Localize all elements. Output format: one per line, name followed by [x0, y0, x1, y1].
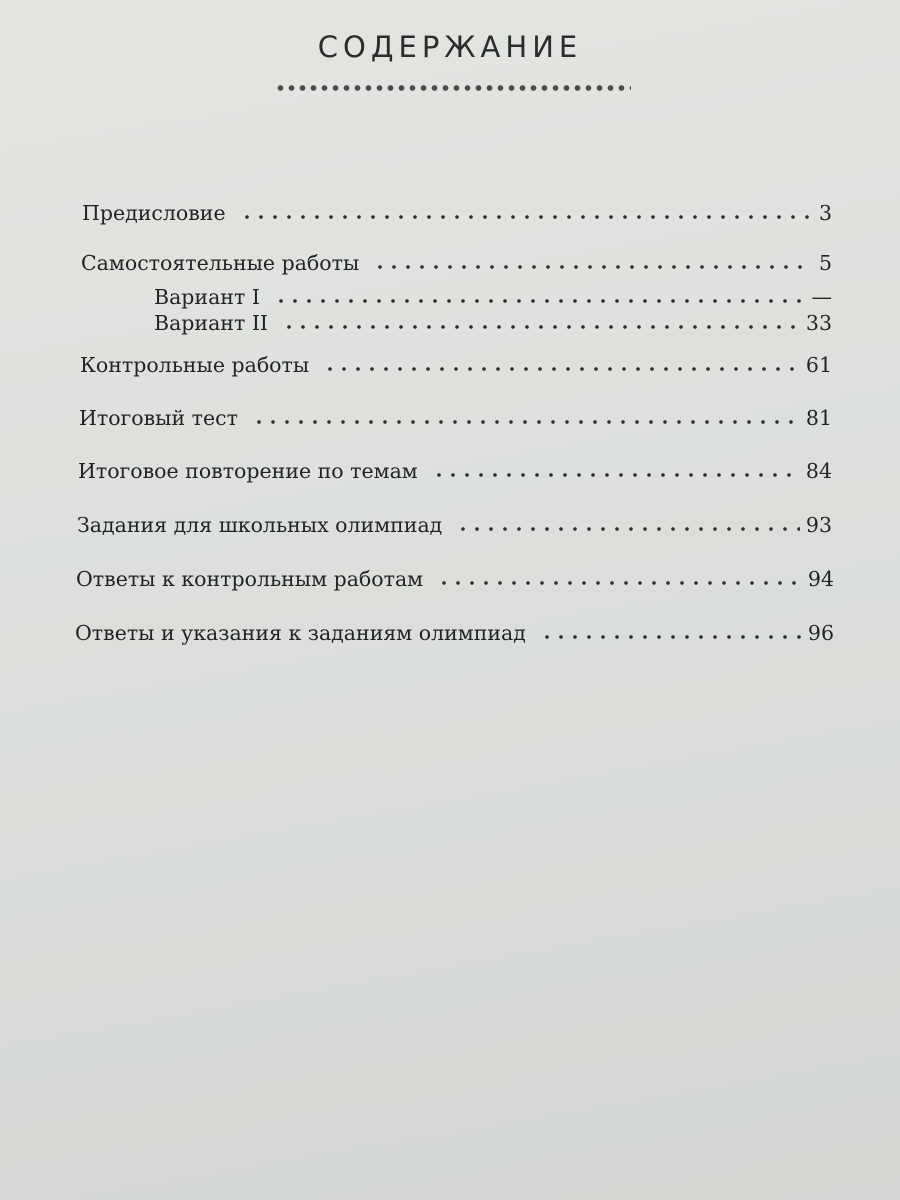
toc-entry-page: 94 — [807, 567, 834, 591]
dot-leader — [540, 634, 802, 640]
dot-leader — [274, 298, 806, 304]
toc-entry-olympiad-tasks[interactable] — [77, 512, 832, 538]
toc-entry-control-works[interactable] — [80, 352, 832, 378]
toc-entry-olympiad-answers[interactable] — [75, 620, 834, 646]
page-title: СОДЕРЖАНИЕ — [317, 30, 583, 64]
dot-leader — [437, 580, 802, 586]
toc-entry-page: 93 — [805, 513, 832, 537]
dot-leader — [282, 324, 800, 330]
toc-entry-label: Предисловие — [82, 201, 226, 225]
toc-entry-variant-1[interactable] — [154, 284, 832, 310]
toc-entry-label: Вариант II — [154, 311, 269, 335]
toc-entry-label: Задания для школьных олимпиад — [77, 513, 443, 537]
toc-entry-page: 3 — [818, 201, 832, 225]
toc-entry-label: Ответы к контрольным работам — [76, 567, 424, 591]
toc-entry-page: 96 — [807, 621, 834, 645]
toc-entry-label: Контрольные работы — [80, 353, 310, 377]
toc-entry-variant-2[interactable] — [154, 310, 832, 336]
dot-leader — [323, 366, 800, 372]
toc-entry-page: — — [811, 285, 832, 309]
toc-entry-label: Ответы и указания к заданиям олимпиад — [75, 621, 526, 645]
toc-entry-label: Итоговый тест — [79, 406, 238, 430]
toc-entry-control-answers[interactable] — [76, 566, 834, 592]
toc-entry-label: Самостоятельные работы — [81, 251, 360, 275]
toc-entry-page: 33 — [805, 311, 832, 335]
title-dotted-rule — [275, 84, 631, 92]
toc-entry-final-test[interactable] — [79, 405, 832, 431]
dot-leader — [432, 472, 800, 478]
dot-leader — [373, 264, 812, 270]
dot-leader — [252, 419, 800, 425]
toc-entry-label: Итоговое повторение по темам — [78, 459, 418, 483]
toc-entry-page: 61 — [805, 353, 832, 377]
toc-entry-independent-works[interactable] — [81, 250, 832, 276]
toc-entry-page: 81 — [805, 406, 832, 430]
toc-entry-page: 5 — [818, 251, 832, 275]
toc-entry-label: Вариант I — [154, 285, 260, 309]
toc-entry-final-review[interactable] — [78, 458, 832, 484]
dot-leader — [240, 214, 812, 220]
toc-entry-preface[interactable] — [82, 200, 832, 226]
dot-leader — [456, 526, 800, 532]
toc-entry-page: 84 — [805, 459, 832, 483]
